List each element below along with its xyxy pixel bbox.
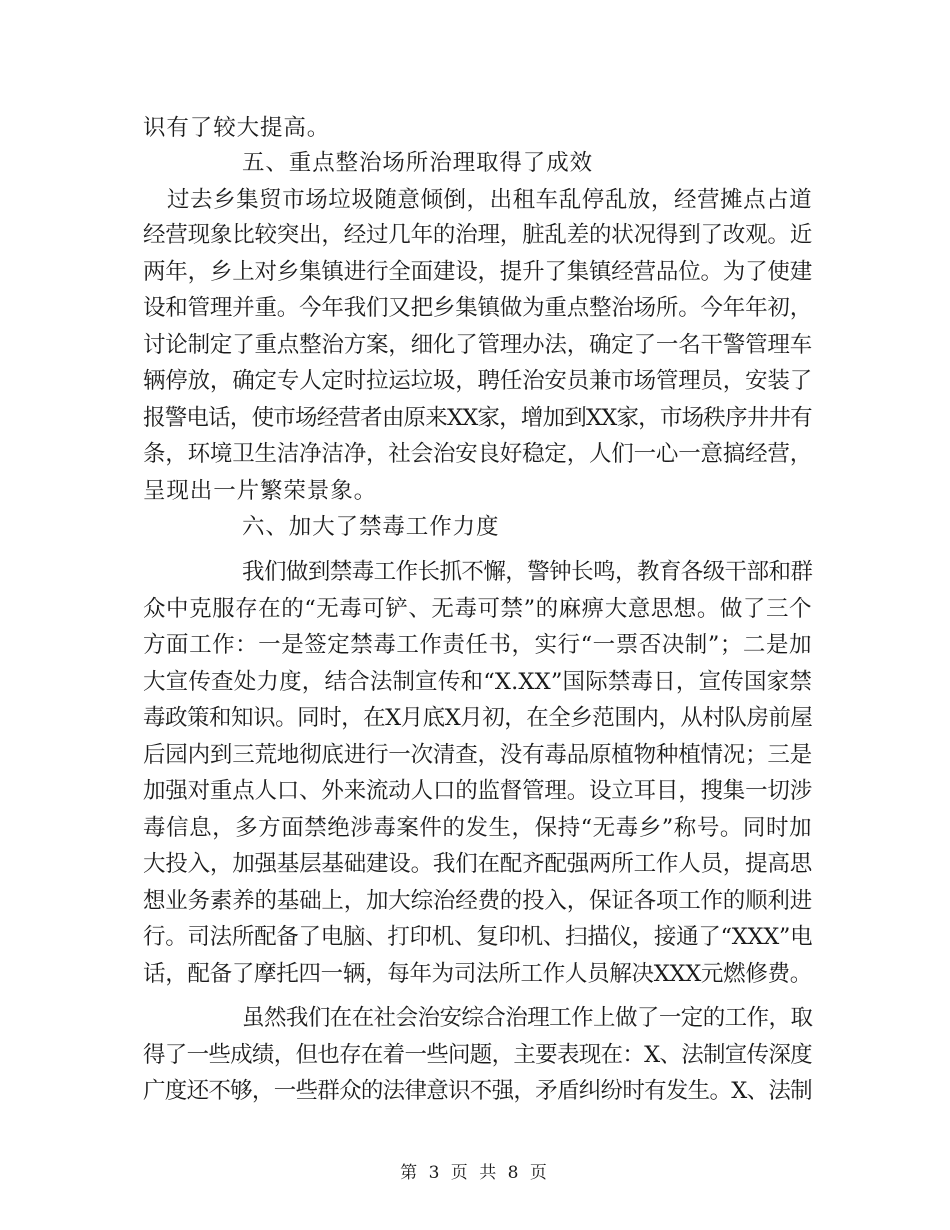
body-line: 辆停放，确定专人定时拉运垃圾，聘任治安员兼市场管理员，安装了 xyxy=(143,368,813,394)
body-line: 两年，乡上对乡集镇进行全面建设，提升了集镇经营品位。为了使建 xyxy=(143,259,813,285)
body-line: 识有了较大提高。 xyxy=(143,115,331,141)
body-line: 设和管理并重。今年我们又把乡集镇做为重点整治场所。今年年初， xyxy=(143,295,813,321)
body-line: 报警电话，使市场经营者由原来XX家，增加到XX家，市场秩序井井有 xyxy=(143,405,812,431)
body-line: 加强对重点人口、外来流动人口的监督管理。设立耳目，搜集一切涉 xyxy=(143,778,813,804)
body-line: 得了一些成绩，但也存在着一些问题，主要表现在：X、法制宣传深度 xyxy=(143,1042,812,1068)
page-number-footer: 第 3 页 共 8 页 xyxy=(400,1163,550,1183)
body-line: 毒信息，多方面禁绝涉毒案件的发生，保持“无毒乡”称号。同时加 xyxy=(143,815,813,841)
body-line: 讨论制定了重点整治方案，细化了管理办法，确定了一名干警管理车 xyxy=(143,332,813,358)
body-line: 后园内到三荒地彻底进行一次清查，没有毒品原植物种植情况；三是 xyxy=(143,742,813,768)
body-line: 条，环境卫生洁净洁净，社会治安良好稳定，人们一心一意搞经营， xyxy=(143,441,813,467)
body-line: 众中克服存在的“无毒可铲、无毒可禁”的麻痹大意思想。做了三个 xyxy=(143,596,813,622)
body-line: 呈现出一片繁荣景象。 xyxy=(143,478,378,504)
body-line: 话，配备了摩托四一辆，每年为司法所工作人员解决XXX元燃修费。 xyxy=(143,961,812,987)
body-line: 广度还不够，一些群众的法律意识不强，矛盾纠纷时有发生。X、法制 xyxy=(143,1078,812,1104)
body-line: 我们做到禁毒工作长抓不懈，警钟长鸣，教育各级干部和群 xyxy=(242,559,813,585)
body-line: 毒政策和知识。同时，在X月底X月初，在全乡范围内，从村队房前屋 xyxy=(143,705,813,731)
body-line: 经营现象比较突出，经过几年的治理，脏乱差的状况得到了改观。近 xyxy=(143,222,813,248)
body-line: 过去乡集贸市场垃圾随意倾倒，出租车乱停乱放，经营摊点占道 xyxy=(167,187,813,213)
section-heading: 五、重点整治场所治理取得了成效 xyxy=(242,150,594,176)
body-line: 行。司法所配备了电脑、打印机、复印机、扫描仪，接通了“XXX”电 xyxy=(143,924,813,950)
body-line: 想业务素养的基础上，加大综治经费的投入，保证各项工作的顺利进 xyxy=(143,888,813,914)
body-line: 大投入，加强基层基础建设。我们在配齐配强两所工作人员，提高思 xyxy=(143,851,813,877)
section-heading: 六、加大了禁毒工作力度 xyxy=(242,514,500,540)
body-line: 大宣传查处力度，结合法制宣传和“X.XX”国际禁毒日，宣传国家禁 xyxy=(143,669,813,695)
body-line: 方面工作：一是签定禁毒工作责任书，实行“一票否决制”；二是加 xyxy=(143,632,813,658)
body-line: 虽然我们在在社会治安综合治理工作上做了一定的工作，取 xyxy=(242,1005,813,1031)
